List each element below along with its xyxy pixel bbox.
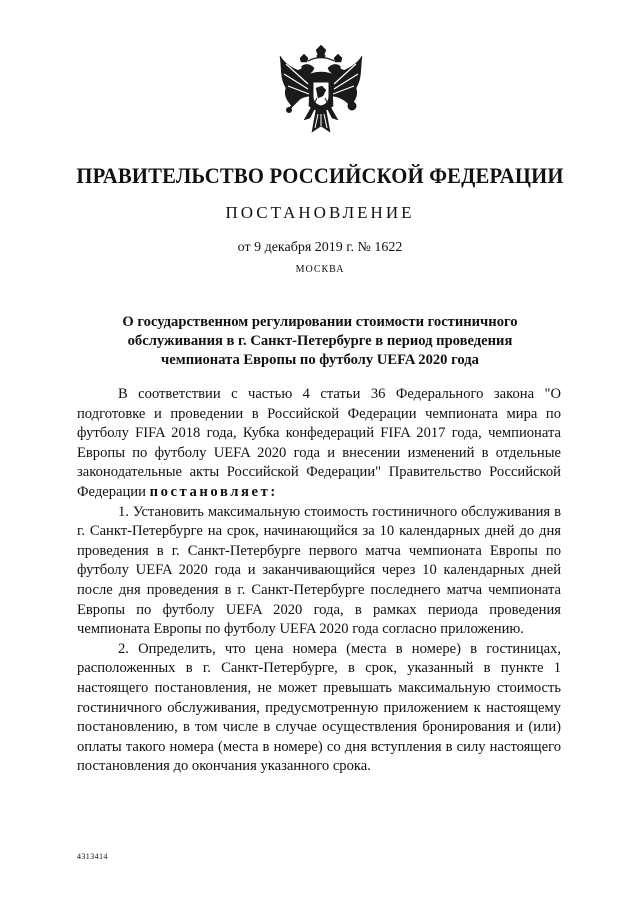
document-code: 4313414 <box>77 852 108 861</box>
document-subject: О государственном регулировании стоимости гостиничного обслуживания в г. Санкт-Петербурге в период проведения чемпионата Европы по футболу UEFA 2020 года <box>122 314 518 368</box>
paragraph-item-2: 2. Определить, что цена номера (места в номере) в гостиницах, расположенных в г. Санкт-Петербурге, в срок, указанный в пункте 1 настоящего постановления, не может превышать максимальную стоимость гостиничного обслуживания, предусмотренную приложением к настоящему постановлению, в том числе в случае осуществления бронирования и (или) оплаты такого номера (места в номере) со дня вступления в силу настоящего постановления до окончания указанного срока. <box>77 640 561 775</box>
resolves-word: постановляет: <box>149 483 278 500</box>
document-body <box>77 385 561 777</box>
document-type: ПОСТАНОВЛЕНИЕ <box>225 203 415 222</box>
state-emblem-eagle-icon <box>276 44 366 140</box>
preamble-text: В соответствии с частью 4 статьи 36 Федерального закона "О подготовке и проведении в Российской Федерации чемпионата мира по футболу FIFA 2018 года, Кубка конфедераций FIFA 2017 года, чемпионата Европы по футболу UEFA 2020 года и внесении изменений в отдельные законодательные акты Российской Федерации" Правительство Российской Федерации <box>77 386 561 500</box>
document-city: МОСКВА <box>295 264 345 275</box>
preamble-paragraph <box>77 385 561 503</box>
government-title: ПРАВИТЕЛЬСТВО РОССИЙСКОЙ ФЕДЕРАЦИИ <box>76 163 564 188</box>
document-date-number: от 9 декабря 2019 г. № 1622 <box>237 240 403 255</box>
paragraph-item-1: 1. Установить максимальную стоимость гостиничного обслуживания в г. Санкт-Петербурге на срок, начинающийся за 10 календарных дней до дня проведения в г. Санкт-Петербурге первого матча чемпионата Европы по футболу UEFA 2020 года и заканчивающийся через 10 календарных дней после дня проведения в г. Санкт-Петербурге последнего матча чемпионата Европы по футболу UEFA 2020 года, в рамках периода проведения чемпионата Европы по футболу UEFA 2020 года согласно приложению. <box>77 503 561 638</box>
